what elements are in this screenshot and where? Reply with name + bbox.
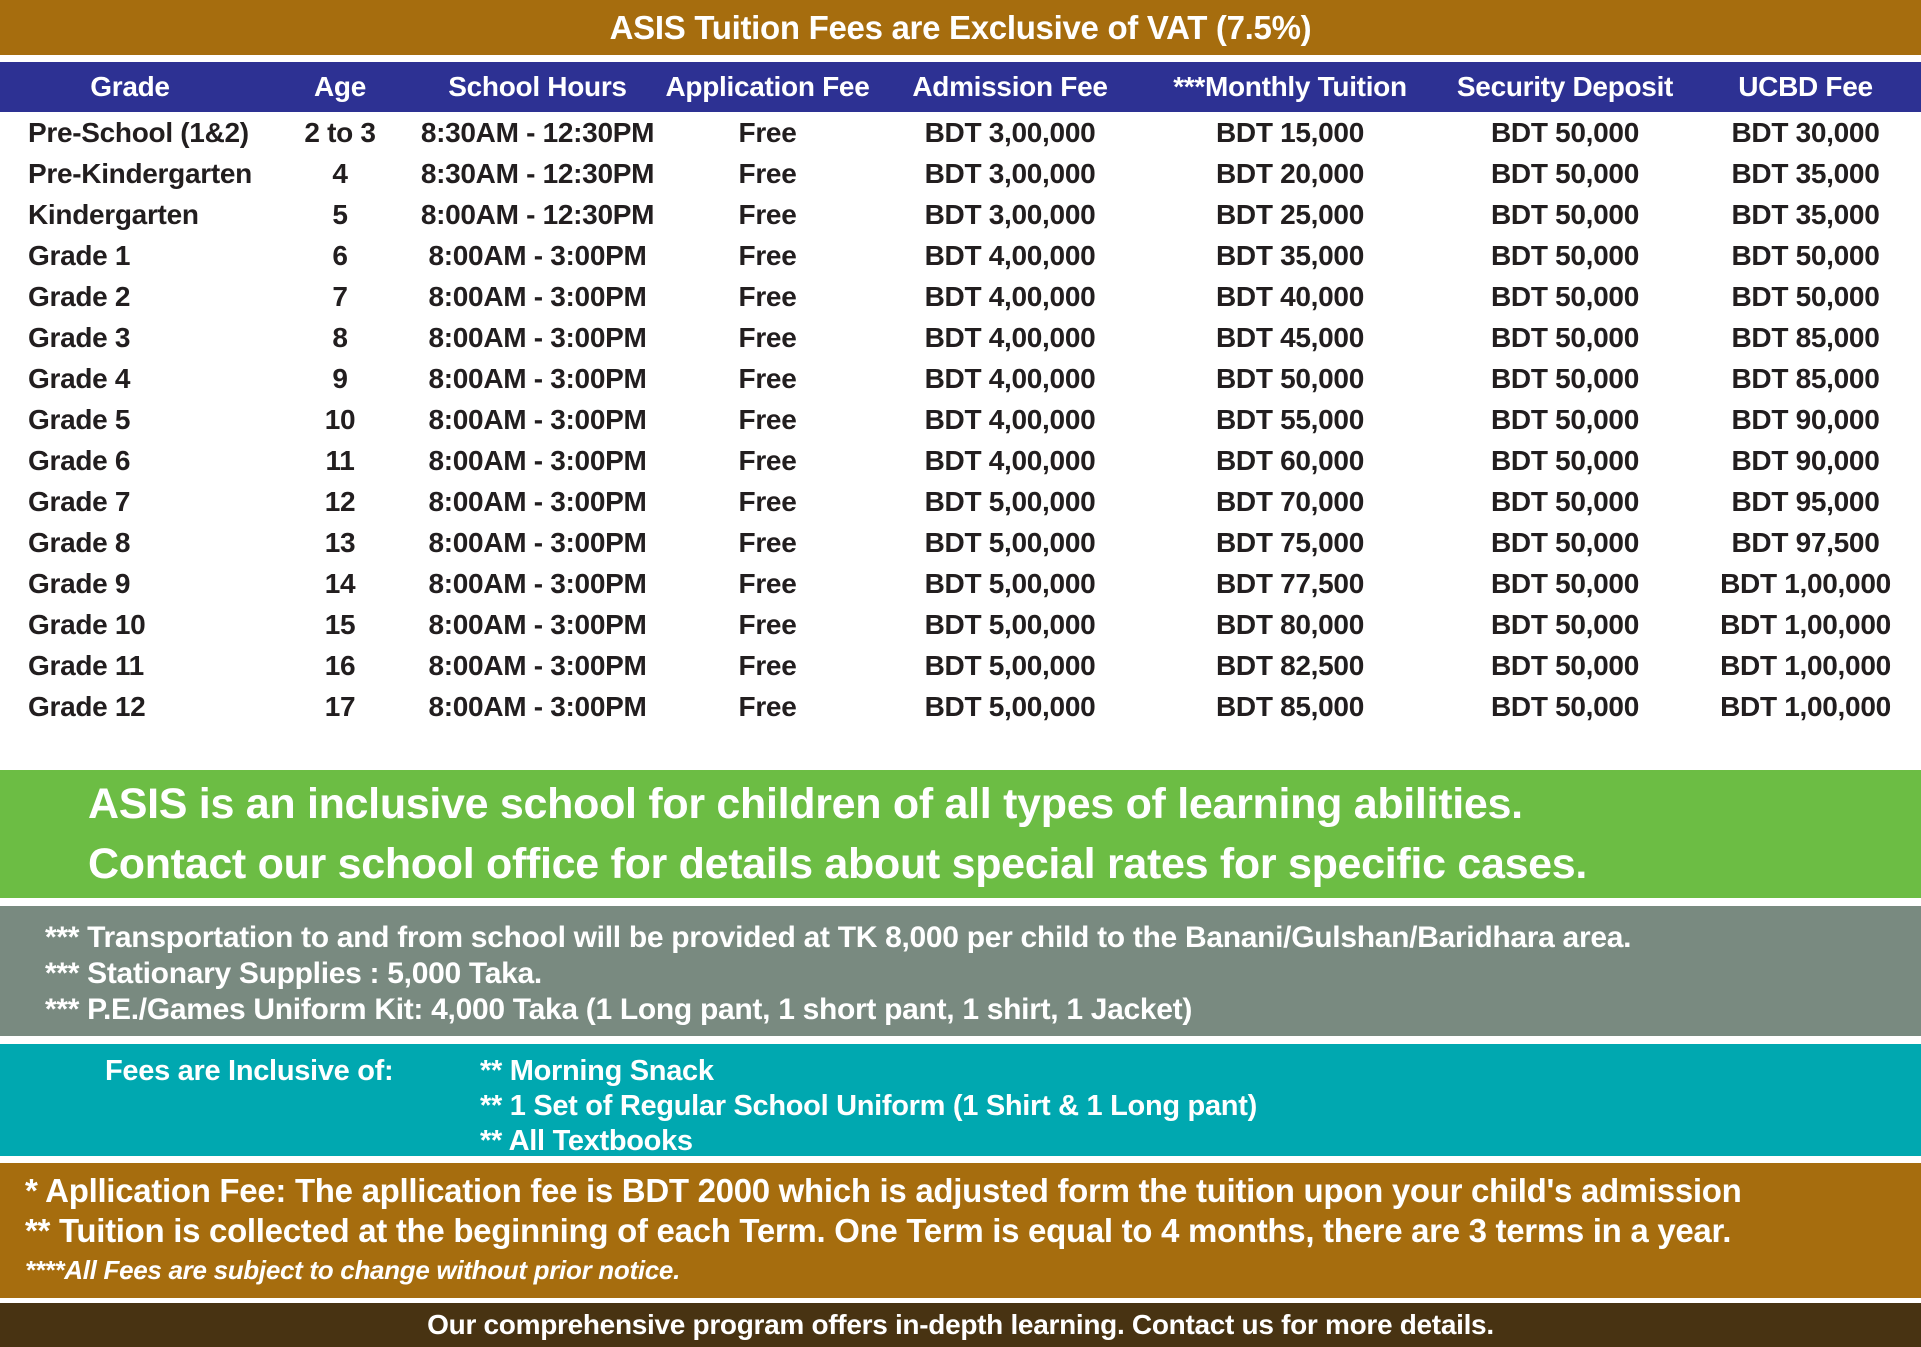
grade-cell: Grade 1 — [28, 239, 131, 271]
table-row — [0, 112, 1921, 153]
table-cell: BDT 50,000 — [1491, 157, 1639, 189]
table-row — [0, 317, 1921, 358]
table-cell: BDT 85,000 — [1216, 690, 1364, 722]
table-cell: BDT 4,00,000 — [924, 444, 1096, 476]
table-cell: BDT 3,00,000 — [924, 157, 1096, 189]
table-cell: BDT 85,000 — [1731, 362, 1880, 394]
note-line: *** P.E./Games Uniform Kit: 4,000 Taka (1 Long pant, 1 short pant, 1 shirt, 1 Jacket) — [45, 993, 1193, 1026]
grade-cell: Grade 2 — [28, 280, 131, 312]
table-cell: 8:00AM - 3:00PM — [428, 444, 647, 476]
table-cell: Free — [738, 608, 797, 640]
table-cell: 8:00AM - 12:30PM — [420, 198, 655, 230]
table-cell: Free — [738, 567, 797, 599]
separator — [0, 898, 1921, 906]
column-header: Security Deposit — [1456, 71, 1674, 102]
table-cell: BDT 50,000 — [1731, 280, 1880, 312]
table-cell: BDT 90,000 — [1731, 403, 1880, 435]
table-cell: 8:00AM - 3:00PM — [428, 280, 647, 312]
table-row — [0, 645, 1921, 686]
table-cell: 7 — [332, 280, 348, 312]
column-header: Grade — [90, 71, 170, 102]
table-cell: BDT 50,000 — [1216, 362, 1364, 394]
grade-cell: Grade 8 — [28, 526, 131, 558]
table-cell: BDT 1,00,000 — [1720, 649, 1891, 681]
table-cell: BDT 85,000 — [1731, 321, 1880, 353]
table-cell: BDT 1,00,000 — [1720, 690, 1891, 722]
table-row — [0, 235, 1921, 276]
table-cell: BDT 50,000 — [1491, 403, 1639, 435]
table-cell: BDT 1,00,000 — [1720, 608, 1891, 640]
table-cell: BDT 50,000 — [1491, 280, 1639, 312]
table-cell: Free — [738, 116, 797, 148]
table-cell: 8:00AM - 3:00PM — [428, 608, 647, 640]
table-cell: BDT 35,000 — [1731, 198, 1880, 230]
table-cell: BDT 82,500 — [1216, 649, 1364, 681]
grade-cell: Grade 10 — [28, 608, 146, 640]
table-cell: Free — [738, 321, 797, 353]
table-cell: Free — [738, 649, 797, 681]
table-cell: 8:00AM - 3:00PM — [428, 649, 647, 681]
fees-inclusive-item: ** All Textbooks — [480, 1125, 693, 1157]
table-cell: BDT 20,000 — [1216, 157, 1364, 189]
grade-cell: Kindergarten — [28, 198, 199, 230]
table-row — [0, 481, 1921, 522]
table-cell: BDT 35,000 — [1731, 157, 1880, 189]
grade-cell: Grade 7 — [28, 485, 131, 517]
table-cell: BDT 50,000 — [1491, 198, 1639, 230]
application-fee-note: * Apllication Fee: The apllication fee is BDT 2000 which is adjusted form the tuition upon your child's admission — [25, 1172, 1742, 1209]
table-cell: BDT 75,000 — [1216, 526, 1364, 558]
table-cell: BDT 4,00,000 — [924, 280, 1096, 312]
table-cell: 12 — [324, 485, 356, 517]
table-row — [0, 522, 1921, 563]
table-cell: BDT 3,00,000 — [924, 198, 1096, 230]
table-cell: 8:30AM - 12:30PM — [420, 116, 655, 148]
table-cell: BDT 50,000 — [1491, 608, 1639, 640]
column-header: UCBD Fee — [1738, 71, 1873, 102]
table-cell: 8:30AM - 12:30PM — [420, 157, 655, 189]
grade-cell: Grade 3 — [28, 321, 131, 353]
inclusive-banner-line1: ASIS is an inclusive school for children of all types of learning abilities. — [88, 780, 1523, 828]
grade-cell: Grade 9 — [28, 567, 131, 599]
table-cell: BDT 50,000 — [1491, 485, 1639, 517]
table-cell: BDT 25,000 — [1216, 198, 1364, 230]
table-cell: BDT 50,000 — [1491, 649, 1639, 681]
table-cell: 14 — [324, 567, 356, 599]
table-cell: BDT 5,00,000 — [924, 690, 1096, 722]
separator — [0, 1156, 1921, 1163]
table-cell: Free — [738, 239, 797, 271]
tuition-term-note: ** Tuition is collected at the beginning of each Term. One Term is equal to 4 months, there are 3 terms in a year. — [25, 1212, 1732, 1249]
table-cell: BDT 4,00,000 — [924, 362, 1096, 394]
transport-notes-section — [0, 906, 1921, 1036]
footer-text: Our comprehensive program offers in-depth learning. Contact us for more details. — [427, 1309, 1494, 1340]
table-cell: 16 — [324, 649, 356, 681]
table-cell: BDT 50,000 — [1731, 239, 1880, 271]
table-cell: BDT 70,000 — [1216, 485, 1364, 517]
grade-cell: Pre-School (1&2) — [28, 116, 249, 148]
fees-table-body — [0, 112, 1921, 768]
table-cell: 8:00AM - 3:00PM — [428, 321, 647, 353]
column-header: Admission Fee — [912, 71, 1108, 102]
table-cell: BDT 1,00,000 — [1720, 567, 1891, 599]
column-header: School Hours — [448, 71, 627, 102]
table-cell: 9 — [332, 362, 348, 394]
table-cell: BDT 50,000 — [1491, 567, 1639, 599]
grade-cell: Grade 4 — [28, 362, 131, 394]
table-cell: 10 — [324, 403, 356, 435]
table-cell: Free — [738, 403, 797, 435]
table-cell: Free — [738, 485, 797, 517]
table-cell: BDT 55,000 — [1216, 403, 1364, 435]
table-cell: 8:00AM - 3:00PM — [428, 485, 647, 517]
table-cell: BDT 50,000 — [1491, 362, 1639, 394]
table-cell: BDT 4,00,000 — [924, 321, 1096, 353]
table-cell: BDT 50,000 — [1491, 116, 1639, 148]
table-cell: BDT 90,000 — [1731, 444, 1880, 476]
table-cell: BDT 5,00,000 — [924, 608, 1096, 640]
table-cell: BDT 5,00,000 — [924, 567, 1096, 599]
table-cell: Free — [738, 198, 797, 230]
table-cell: BDT 50,000 — [1491, 526, 1639, 558]
table-cell: 4 — [332, 157, 348, 189]
application-fee-notes — [0, 1163, 1921, 1298]
table-cell: BDT 35,000 — [1216, 239, 1364, 271]
title-banner — [0, 0, 1921, 55]
table-row — [0, 194, 1921, 235]
column-header: Application Fee — [665, 71, 870, 102]
table-cell: 2 to 3 — [304, 116, 376, 148]
table-cell: BDT 50,000 — [1491, 690, 1639, 722]
grade-cell: Grade 12 — [28, 690, 146, 722]
table-cell: 11 — [325, 444, 355, 476]
table-cell: BDT 95,000 — [1731, 485, 1880, 517]
table-cell: BDT 3,00,000 — [924, 116, 1096, 148]
grade-cell: Grade 5 — [28, 403, 131, 435]
table-cell: Free — [738, 526, 797, 558]
table-cell: Free — [738, 280, 797, 312]
table-cell: BDT 50,000 — [1491, 239, 1639, 271]
table-cell: 5 — [332, 198, 348, 230]
table-row — [0, 440, 1921, 481]
note-line: *** Transportation to and from school will be provided at TK 8,000 per child to the Banani/Gulshan/Baridhara area. — [45, 921, 1632, 954]
poster-title: ASIS Tuition Fees are Exclusive of VAT (7.5%) — [609, 8, 1312, 46]
table-cell: 17 — [324, 690, 356, 722]
separator — [0, 55, 1921, 62]
table-cell: BDT 4,00,000 — [924, 239, 1096, 271]
table-cell: 15 — [324, 608, 356, 640]
separator — [0, 1036, 1921, 1044]
table-cell: 6 — [332, 239, 348, 271]
inclusive-banner-line2: Contact our school office for details about special rates for specific cases. — [88, 840, 1588, 888]
fees-inclusive-label: Fees are Inclusive of: — [105, 1055, 394, 1087]
table-row — [0, 153, 1921, 194]
footer-banner — [0, 1303, 1921, 1347]
table-header-row — [0, 62, 1921, 112]
table-row — [0, 276, 1921, 317]
table-cell: BDT 50,000 — [1491, 321, 1639, 353]
table-cell: 8:00AM - 3:00PM — [428, 526, 647, 558]
table-cell: 13 — [324, 526, 356, 558]
table-cell: BDT 5,00,000 — [924, 649, 1096, 681]
fees-inclusive-section — [0, 1044, 1921, 1156]
table-cell: BDT 50,000 — [1491, 444, 1639, 476]
table-row — [0, 399, 1921, 440]
table-cell: BDT 80,000 — [1216, 608, 1364, 640]
table-cell: BDT 5,00,000 — [924, 526, 1096, 558]
table-cell: 8:00AM - 3:00PM — [428, 362, 647, 394]
table-cell: 8:00AM - 3:00PM — [428, 239, 647, 271]
table-cell: Free — [738, 157, 797, 189]
table-cell: BDT 15,000 — [1216, 116, 1364, 148]
note-line: *** Stationary Supplies : 5,000 Taka. — [45, 957, 542, 990]
table-cell: Free — [738, 444, 797, 476]
table-cell: BDT 4,00,000 — [924, 403, 1096, 435]
grade-cell: Grade 6 — [28, 444, 131, 476]
table-cell: 8:00AM - 3:00PM — [428, 567, 647, 599]
fees-inclusive-items — [480, 1054, 1257, 1156]
table-cell: BDT 5,00,000 — [924, 485, 1096, 517]
table-cell: Free — [738, 690, 797, 722]
table-cell: BDT 45,000 — [1216, 321, 1364, 353]
table-cell: 8:00AM - 3:00PM — [428, 403, 647, 435]
fees-inclusive-item: ** Morning Snack — [480, 1055, 714, 1087]
column-header: Age — [314, 71, 366, 102]
table-cell: BDT 77,500 — [1216, 567, 1364, 599]
table-cell: BDT 97,500 — [1731, 526, 1880, 558]
table-cell: 8 — [332, 321, 348, 353]
table-cell: BDT 40,000 — [1216, 280, 1364, 312]
table-cell: BDT 30,000 — [1731, 116, 1880, 148]
table-row — [0, 686, 1921, 727]
column-header: ***Monthly Tuition — [1173, 71, 1407, 102]
table-cell: 8:00AM - 3:00PM — [428, 690, 647, 722]
fees-change-note: ****All Fees are subject to change without prior notice. — [25, 1255, 680, 1285]
table-row — [0, 604, 1921, 645]
grade-cell: Pre-Kindergarten — [28, 157, 252, 189]
grade-cell: Grade 11 — [28, 649, 144, 681]
table-cell: BDT 60,000 — [1216, 444, 1364, 476]
inclusive-school-banner — [0, 770, 1921, 898]
table-row — [0, 563, 1921, 604]
fees-inclusive-item: ** 1 Set of Regular School Uniform (1 Shirt & 1 Long pant) — [480, 1090, 1257, 1122]
table-row — [0, 358, 1921, 399]
table-cell: Free — [738, 362, 797, 394]
